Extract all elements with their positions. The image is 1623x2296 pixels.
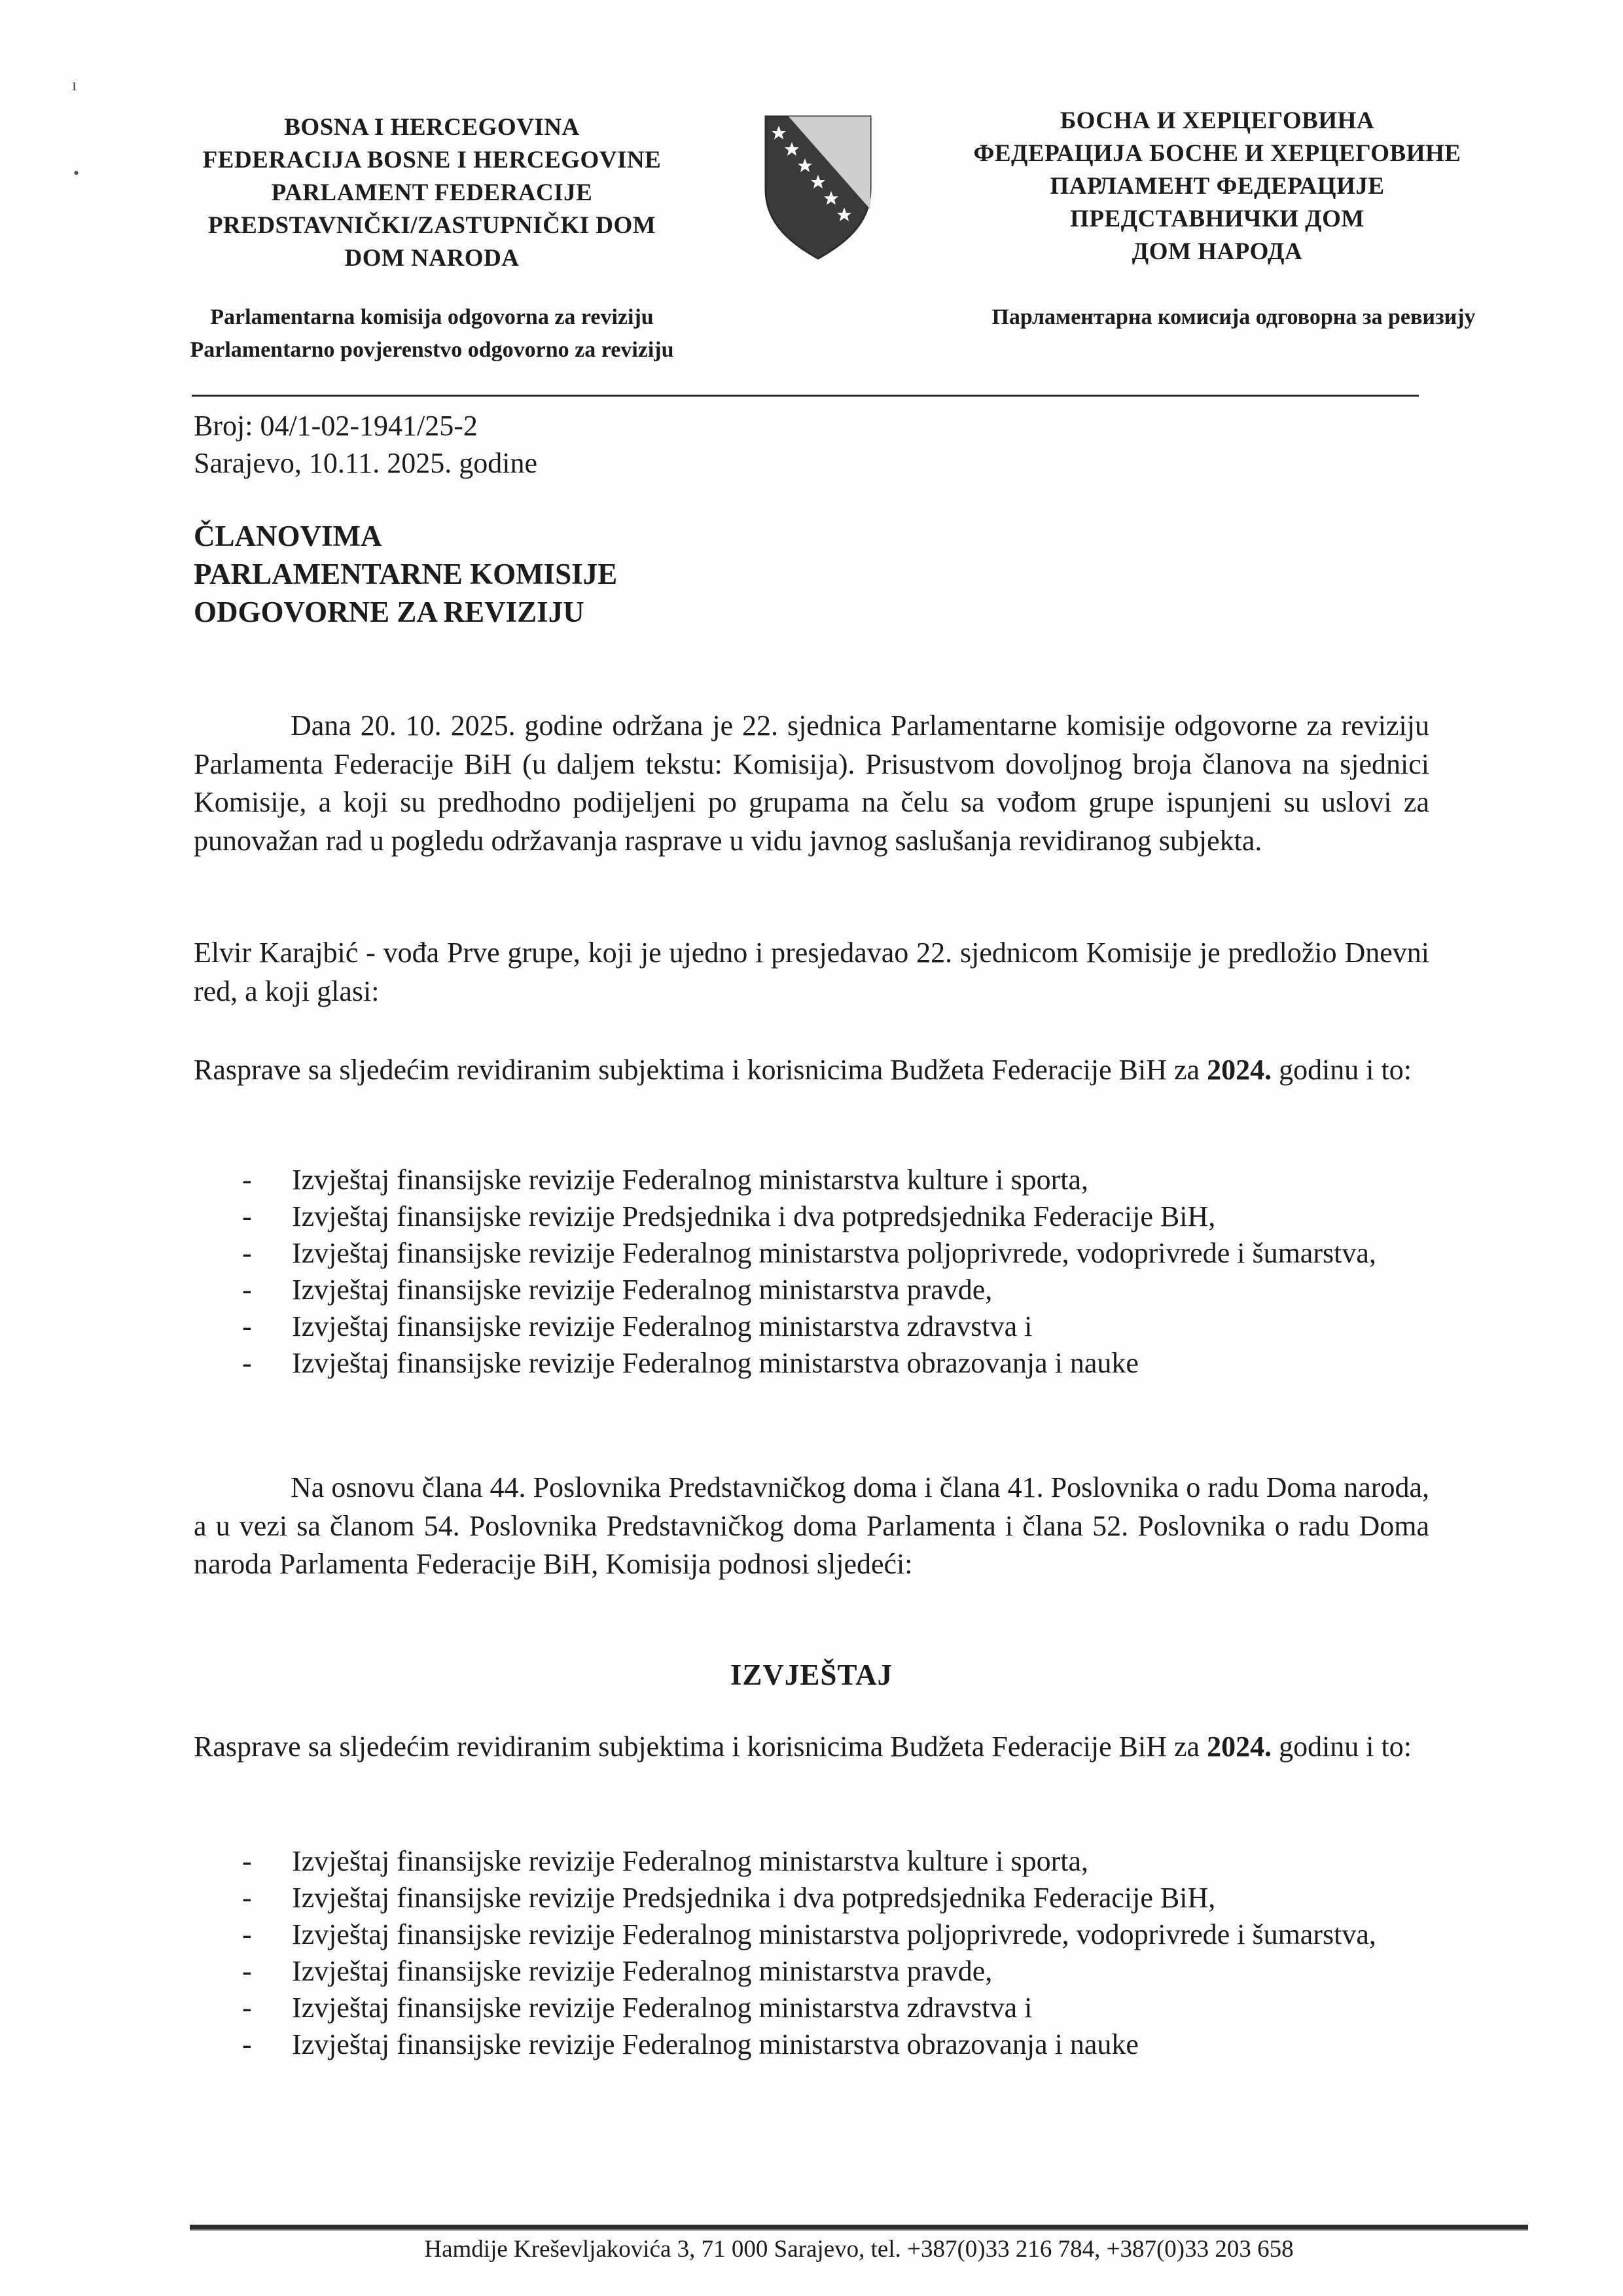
- list-item-text: Izvještaj finansijske revizije Federalnog ministarstva obrazovanja i nauke: [292, 1347, 1139, 1379]
- legal-basis-text: Na osnovu člana 44. Poslovnika Predstavničkog doma i člana 41. Poslovnika o radu Doma naroda, a u vezi sa članom 54. Poslovnika Predstavničkog doma Parlamenta i člana 52. Poslovnika o radu Doma naroda Parlamenta Federacije BiH, Komisija podnosi sljedeći:: [194, 1471, 1429, 1580]
- list-item: [242, 1880, 1430, 1916]
- intro-text: Dana 20. 10. 2025. godine održana je 22. sjednica Parlamentarne komisije odgovorne za reviziju Parlamenta Federacije BiH (u daljem tekstu: Komisija). Prisustvom dovoljnog broja članova na sjednici Komisije, a koji su predhodno podijeljeni po grupama na čelu sa vođom grupe ispunjeni su uslovi za punovažan rad u pogledu održavanja rasprave u vidu javnog saslušanja revidiranog subjekta.: [194, 709, 1429, 857]
- list-item-text: Izvještaj finansijske revizije Predsjednika i dva potpredsjednika Federacije BiH,: [292, 1882, 1216, 1914]
- header-right-line: БОСНА И ХЕРЦЕГОВИНА: [1060, 107, 1375, 134]
- list-dash: -: [242, 1310, 252, 1342]
- list-dash: -: [242, 2028, 252, 2060]
- list-item: [242, 1990, 1430, 2026]
- list-item-text: Izvještaj finansijske revizije Federalnog ministarstva zdravstva i: [292, 1310, 1033, 1342]
- list-item: [242, 1235, 1430, 1272]
- list-item-text: Izvještaj finansijske revizije Federalnog ministarstva obrazovanja i nauke: [292, 2028, 1139, 2060]
- header-left-line: PARLAMENT FEDERACIJE: [271, 179, 593, 206]
- list-item-text: Izvještaj finansijske revizije Federalnog ministarstva pravde,: [292, 1955, 993, 1987]
- coat-of-arms-icon: [762, 111, 874, 262]
- list-item-text: Izvještaj finansijske revizije Federalnog ministarstva kulture i sporta,: [292, 1164, 1088, 1196]
- debates-intro: [194, 1051, 1429, 1090]
- list-dash: -: [242, 1992, 252, 2024]
- report-title: IZVJEŠTAJ: [730, 1659, 893, 1691]
- margin-mark: •: [73, 164, 80, 183]
- list-item-text: Izvještaj finansijske revizije Federalnog ministarstva poljoprivrede, vodoprivrede i šumarstva,: [292, 1237, 1376, 1269]
- list-dash: -: [242, 1918, 252, 1950]
- list-item: [242, 1198, 1430, 1235]
- list-dash: -: [242, 1882, 252, 1914]
- list-dash: -: [242, 1955, 252, 1987]
- commission-line: Parlamentarna komisija odgovorna za reviziju: [210, 305, 654, 329]
- commission-name-right: [916, 301, 1551, 334]
- document-number: Broj: 04/1-02-1941/25-2: [194, 410, 478, 442]
- debates-intro-text: Rasprave sa sljedećim revidiranim subjektima i korisnicima Budžeta Federacije BiH za: [194, 1731, 1200, 1763]
- header-left: [118, 111, 746, 275]
- header-right-line: ДОМ НАРОДА: [1132, 238, 1303, 265]
- report-list: [242, 1843, 1430, 2063]
- header-right-line: ПАРЛАМЕНТ ФЕДЕРАЦИЈЕ: [1050, 173, 1385, 200]
- header-left-line: FEDERACIJA BOSNE I HERCEGOVINE: [202, 147, 662, 173]
- header-divider: [192, 395, 1419, 397]
- header-right-line: ПРЕДСТАВНИЧКИ ДОМ: [1070, 206, 1364, 232]
- list-dash: -: [242, 1237, 252, 1269]
- footer-divider: [190, 2225, 1528, 2231]
- debates-intro-text: Rasprave sa sljedećim revidiranim subjektima i korisnicima Budžeta Federacije BiH za: [194, 1054, 1200, 1086]
- document-meta: [194, 407, 537, 482]
- list-dash: -: [242, 1845, 252, 1877]
- document-date: Sarajevo, 10.11. 2025. godine: [194, 447, 538, 479]
- debates-suffix: godinu i to:: [1272, 1731, 1412, 1763]
- agenda-paragraph: Elvir Karajbić - vođa Prve grupe, koji je ujedno i presjedavao 22. sjednicom Komisije je predložio Dnevni red, a koji glasi:: [194, 937, 1429, 1007]
- list-dash: -: [242, 1274, 252, 1306]
- list-item: [242, 1843, 1430, 1880]
- commission-line: Парламентарна комисија одговорна за ревизију: [991, 305, 1476, 329]
- debates-intro: [194, 1728, 1429, 1767]
- list-item-text: Izvještaj finansijske revizije Predsjednika i dva potpredsjednika Federacije BiH,: [292, 1200, 1216, 1232]
- debates-suffix: godinu i to:: [1272, 1054, 1412, 1086]
- footer-address: Hamdije Kreševljakovića 3, 71 000 Sarajevo, tel. +387(0)33 216 784, +387(0)33 203 658: [424, 2236, 1294, 2263]
- intro-paragraph: [194, 707, 1429, 860]
- legal-basis-paragraph: [194, 1469, 1429, 1584]
- list-item: [242, 1916, 1430, 1953]
- header-right: [890, 105, 1544, 268]
- list-item: [242, 1162, 1430, 1198]
- addressee: [194, 517, 617, 631]
- addressee-line: ODGOVORNE ZA REVIZIJU: [194, 596, 584, 628]
- header-left-line: DOM NARODA: [344, 245, 520, 272]
- debates-year: 2024.: [1207, 1054, 1272, 1086]
- list-item-text: Izvještaj finansijske revizije Federalnog ministarstva poljoprivrede, vodoprivrede i šumarstva,: [292, 1918, 1376, 1950]
- list-item-text: Izvještaj finansijske revizije Federalnog ministarstva pravde,: [292, 1274, 993, 1306]
- list-item-text: Izvještaj finansijske revizije Federalnog ministarstva zdravstva i: [292, 1992, 1033, 2024]
- list-dash: -: [242, 1347, 252, 1379]
- margin-mark: ı: [72, 75, 77, 94]
- header-left-line: PREDSTAVNIČKI/ZASTUPNIČKI DOM: [207, 212, 656, 239]
- list-dash: -: [242, 1200, 252, 1232]
- list-item-text: Izvještaj finansijske revizije Federalnog ministarstva kulture i sporta,: [292, 1845, 1088, 1877]
- commission-name-left: [105, 301, 759, 367]
- addressee-line: PARLAMENTARNE KOMISIJE: [194, 558, 618, 590]
- addressee-line: ČLANOVIMA: [194, 520, 382, 552]
- list-dash: -: [242, 1164, 252, 1196]
- debates-year: 2024.: [1207, 1731, 1272, 1763]
- list-item: [242, 1953, 1430, 1990]
- list-item: [242, 1308, 1430, 1345]
- list-item: [242, 1345, 1430, 1382]
- header-right-line: ФЕДЕРАЦИЈА БОСНЕ И ХЕРЦЕГОВИНЕ: [973, 140, 1461, 167]
- list-item: [242, 1272, 1430, 1308]
- header-left-line: BOSNA I HERCEGOVINA: [284, 114, 580, 141]
- agenda-list: [242, 1162, 1430, 1382]
- list-item: [242, 2026, 1430, 2063]
- commission-line: Parlamentarno povjerenstvo odgovorno za reviziju: [190, 338, 674, 362]
